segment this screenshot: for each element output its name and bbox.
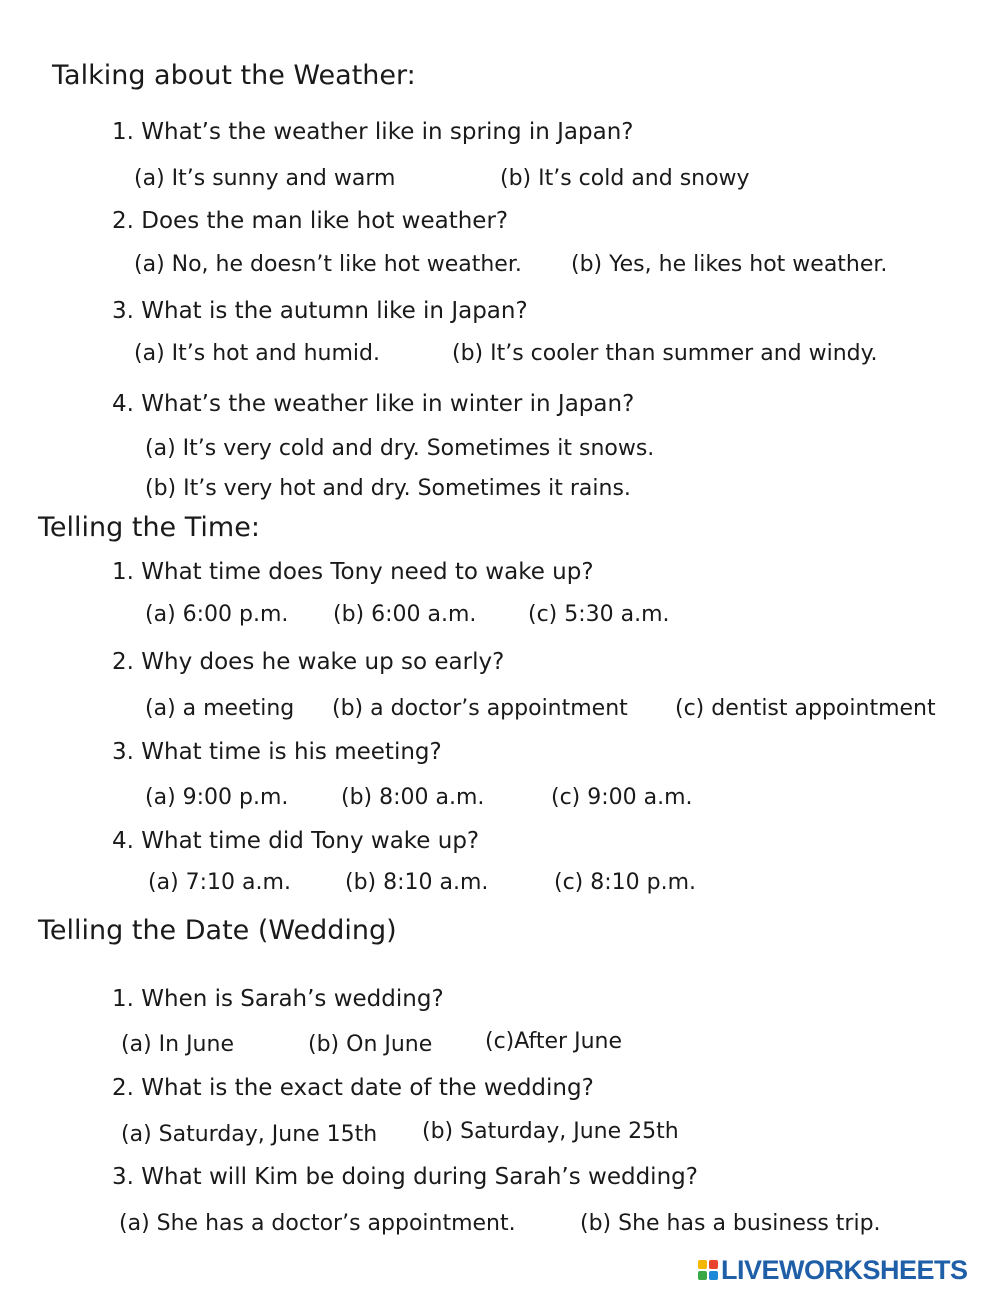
weather-q1-option-a[interactable]: (a) It’s sunny and warm [134, 166, 396, 191]
time-q1-option-a[interactable]: (a) 6:00 p.m. [145, 602, 289, 627]
liveworksheets-logo [698, 1256, 968, 1284]
weather-q3-option-a[interactable]: (a) It’s hot and humid. [134, 341, 380, 366]
section-title-time: Telling the Time: [38, 512, 260, 543]
weather-q4-option-b[interactable]: (b) It’s very hot and dry. Sometimes it rains. [145, 476, 631, 501]
weather-q3-option-b[interactable]: (b) It’s cooler than summer and windy. [452, 341, 878, 366]
time-q3-option-b[interactable]: (b) 8:00 a.m. [341, 785, 485, 810]
section-title-date: Telling the Date (Wedding) [38, 915, 397, 946]
section-title-weather: Talking about the Weather: [52, 60, 416, 91]
date-q2-option-a[interactable]: (a) Saturday, June 15th [121, 1122, 378, 1147]
time-question-1: 1. What time does Tony need to wake up? [112, 559, 594, 585]
time-q4-option-a[interactable]: (a) 7:10 a.m. [148, 870, 291, 895]
date-question-2: 2. What is the exact date of the wedding? [112, 1075, 594, 1101]
time-q1-option-b[interactable]: (b) 6:00 a.m. [333, 602, 477, 627]
time-q4-option-c[interactable]: (c) 8:10 p.m. [554, 870, 697, 895]
time-q3-option-c[interactable]: (c) 9:00 a.m. [551, 785, 693, 810]
date-q2-option-b[interactable]: (b) Saturday, June 25th [422, 1119, 679, 1144]
time-question-3: 3. What time is his meeting? [112, 739, 442, 765]
time-question-4: 4. What time did Tony wake up? [112, 828, 480, 854]
logo-text: LIVEWORKSHEETS [721, 1254, 968, 1285]
weather-question-4: 4. What’s the weather like in winter in Japan? [112, 391, 635, 417]
date-q1-option-c[interactable]: (c)After June [485, 1029, 622, 1054]
time-q2-option-b[interactable]: (b) a doctor’s appointment [332, 696, 628, 721]
time-q4-option-b[interactable]: (b) 8:10 a.m. [345, 870, 489, 895]
date-q3-option-b[interactable]: (b) She has a business trip. [580, 1211, 881, 1236]
weather-question-2: 2. Does the man like hot weather? [112, 208, 509, 234]
time-question-2: 2. Why does he wake up so early? [112, 649, 505, 675]
time-q2-option-a[interactable]: (a) a meeting [145, 696, 295, 721]
time-q2-option-c[interactable]: (c) dentist appointment [675, 696, 936, 721]
weather-question-1: 1. What’s the weather like in spring in Japan? [112, 119, 634, 145]
weather-q4-option-a[interactable]: (a) It’s very cold and dry. Sometimes it snows. [145, 436, 655, 461]
time-q3-option-a[interactable]: (a) 9:00 p.m. [145, 785, 289, 810]
date-q3-option-a[interactable]: (a) She has a doctor’s appointment. [119, 1211, 516, 1236]
date-q1-option-a[interactable]: (a) In June [121, 1032, 234, 1057]
date-question-3: 3. What will Kim be doing during Sarah’s wedding? [112, 1164, 698, 1190]
weather-q2-option-b[interactable]: (b) Yes, he likes hot weather. [571, 252, 888, 277]
weather-q2-option-a[interactable]: (a) No, he doesn’t like hot weather. [134, 252, 522, 277]
logo-mark-icon [698, 1260, 718, 1280]
time-q1-option-c[interactable]: (c) 5:30 a.m. [528, 602, 670, 627]
weather-question-3: 3. What is the autumn like in Japan? [112, 298, 528, 324]
weather-q1-option-b[interactable]: (b) It’s cold and snowy [500, 166, 750, 191]
date-question-1: 1. When is Sarah’s wedding? [112, 986, 444, 1012]
date-q1-option-b[interactable]: (b) On June [308, 1032, 433, 1057]
